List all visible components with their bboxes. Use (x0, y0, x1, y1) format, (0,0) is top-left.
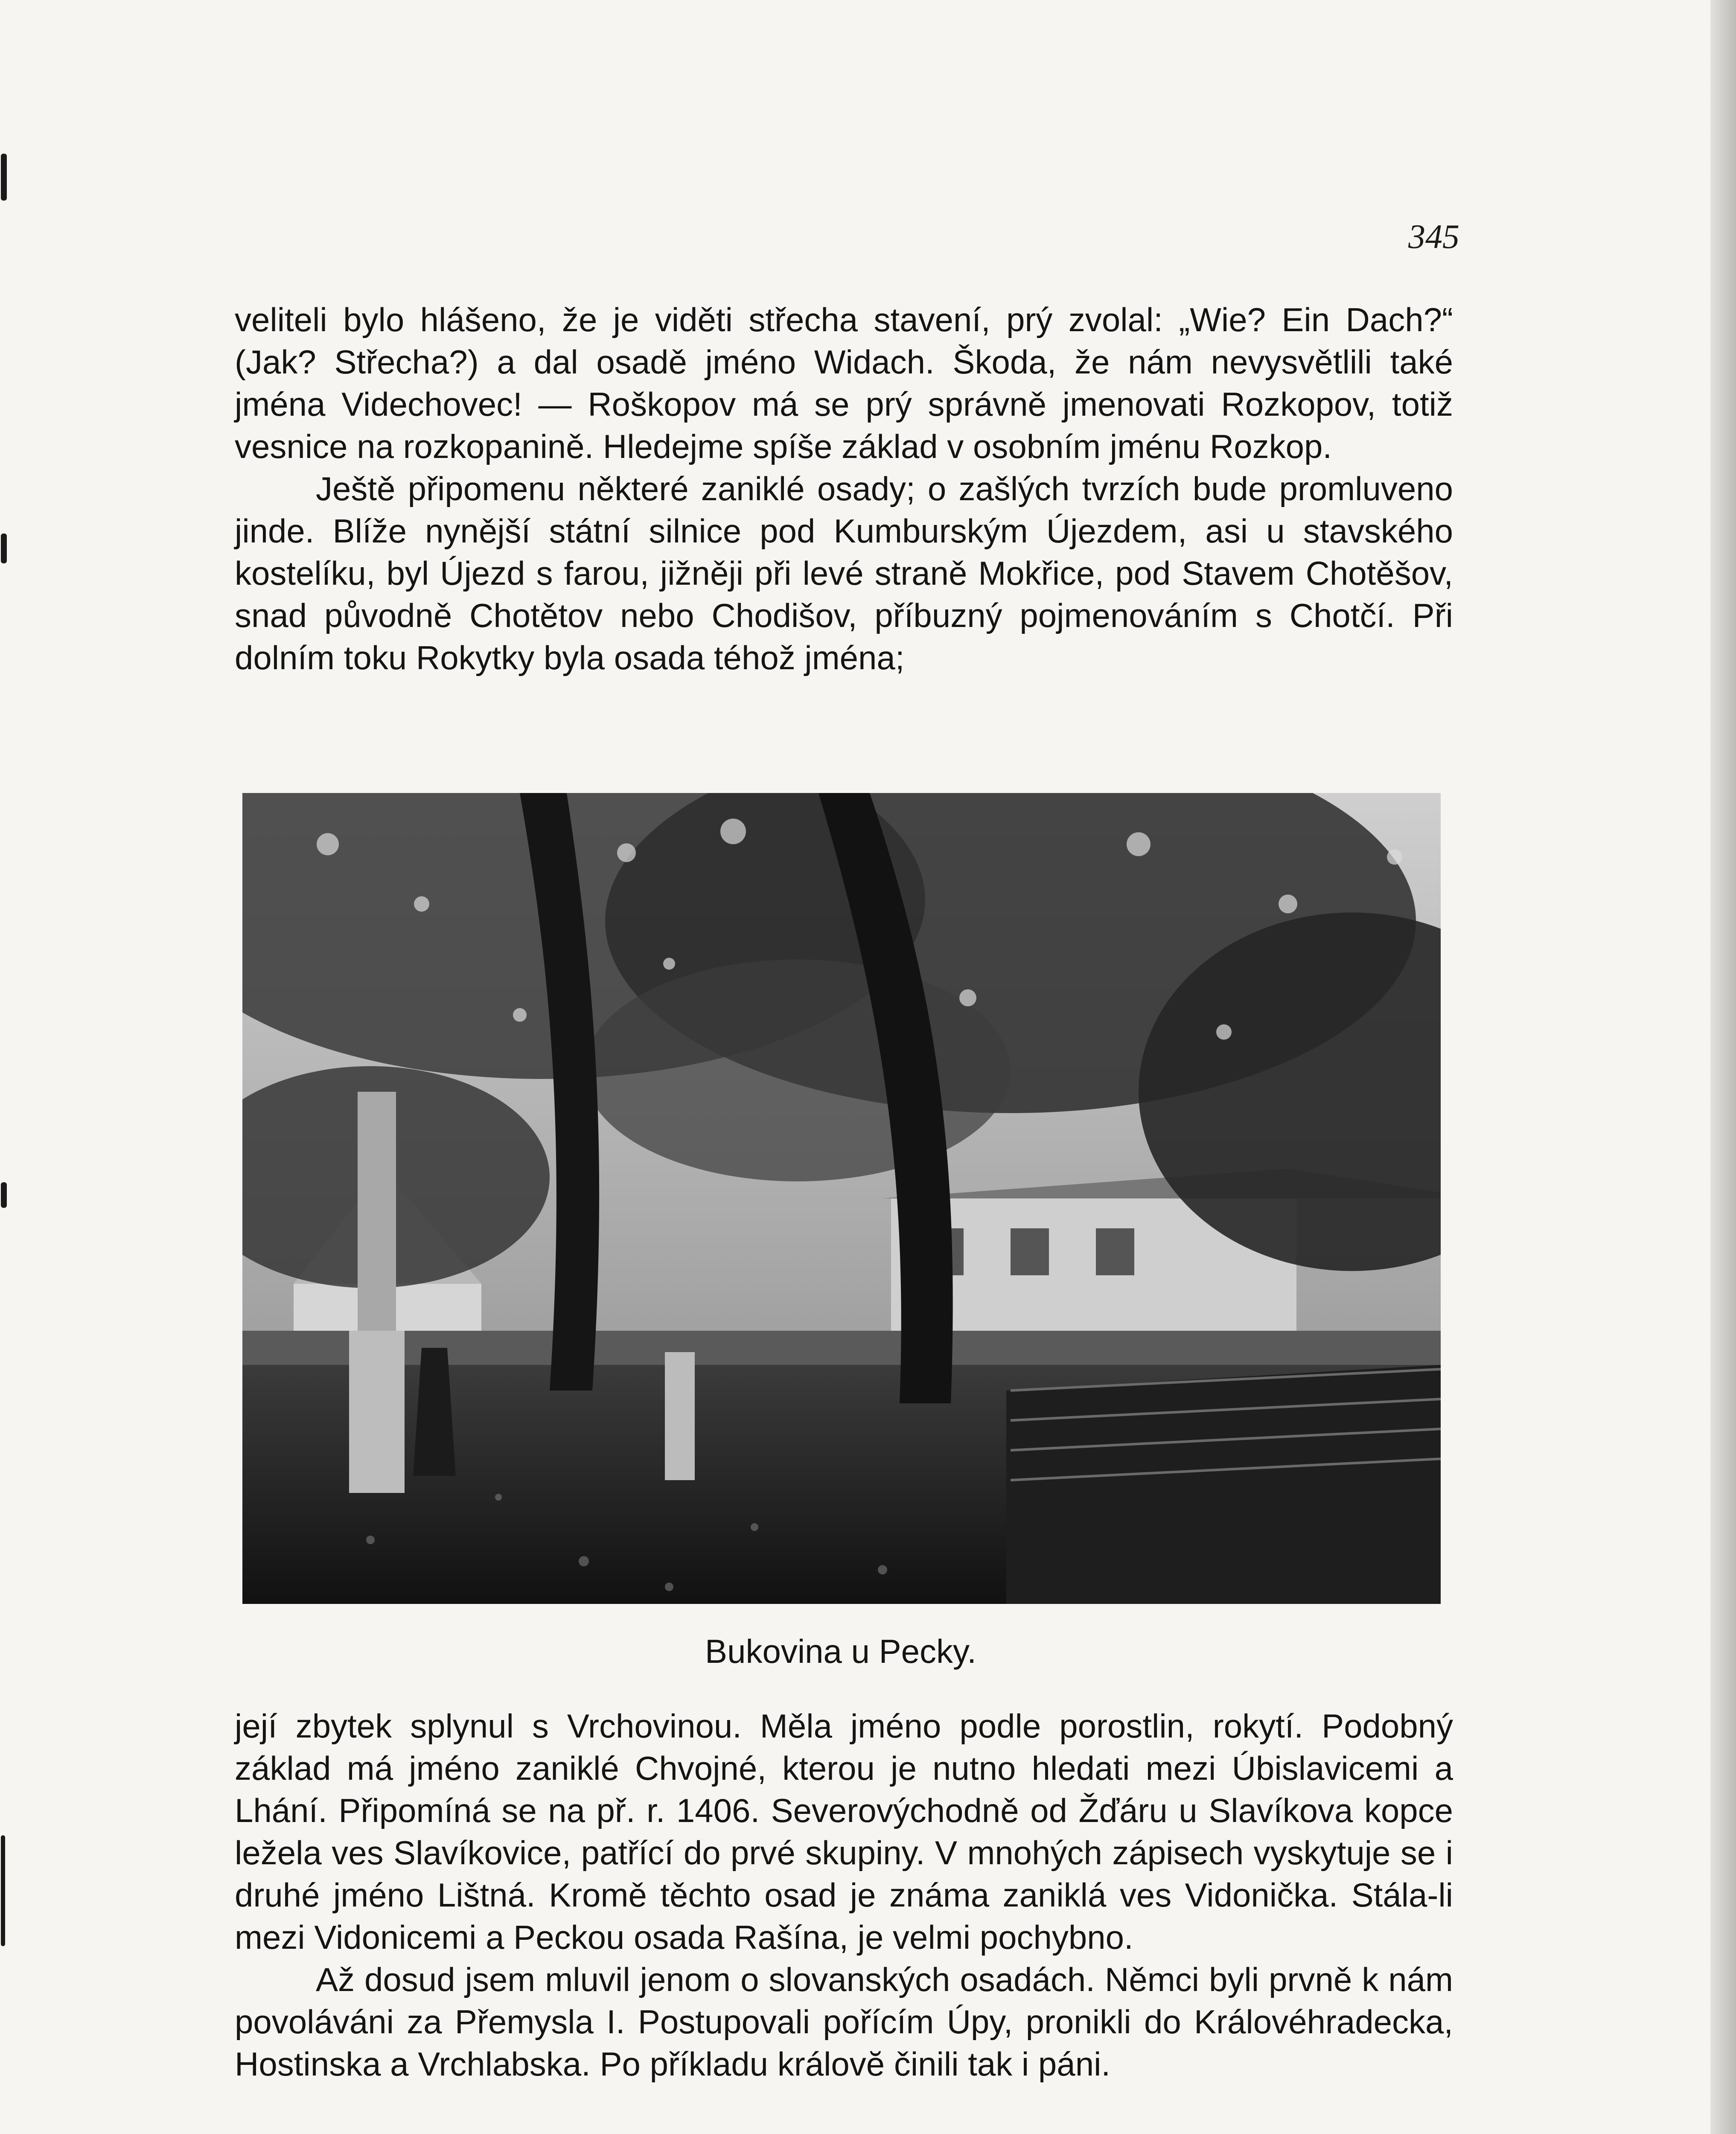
paragraph: její zbytek splynul s Vrchovinou. Měla jméno podle porostlin, rokytí. Podobný základ má jméno zaniklé Chvojné, kterou je nutno hledati mezi Úbislavicemi a Lhání. Připomíná se na př. r. 1406. Severovýchodně od Žďáru u Slavíkova kopce ležela ves Slavíkovice, patřící do prvé skupiny. V mnohých zápisech vyskytuje se i druhé jméno Lištná. Kromě těchto osad je známa zaniklá ves Vidonička. Stála-li mezi Vidonicemi a Peckou osada Rašína, je velmi pochybno. (235, 1707, 1453, 1956)
binding-mark (1, 1835, 5, 1946)
text-block-bottom (235, 1705, 1453, 2085)
page-number: 345 (1408, 218, 1459, 256)
binding-mark (1, 154, 7, 201)
photograph (242, 793, 1441, 1604)
paragraph: veliteli bylo hlášeno, že je viděti střecha stavení, prý zvolal: „Wie? Ein Dach?“ (Jak? Střecha?) a dal osadě jméno Widach. Škoda, že nám nevysvětlili také jména Videchovec! — Roškopov má se prý správně jmenovati Rozkopov, totiž vesnice na rozkopanině. Hledejme spíše základ v osobním jménu Rozkop. (235, 301, 1453, 465)
scan-page-edge (1710, 0, 1736, 2134)
binding-mark (1, 1182, 7, 1208)
text-block-top (235, 299, 1453, 679)
photograph-image (242, 793, 1441, 1604)
figure-caption: Bukovina u Pecky. (705, 1633, 976, 1670)
paragraph: Až dosud jsem mluvil jenom o slovanských osadách. Němci byli prvně k nám povoláváni za Přemysla I. Postupovali pořícím Úpy, pronikli do Královéhradecka, Hostinska a Vrchlabska. Po příkladu královĕ činili tak i páni. (235, 1961, 1453, 2083)
binding-mark (1, 534, 7, 563)
paragraph: Ještě připomenu některé zaniklé osady; o zašlých tvrzích bude promluveno jinde. Blíže nynější státní silnice pod Kumburským Újezdem, asi u stavského kostelíku, byl Újezd s farou, jižněji při levé straně Mokřice, pod Stavem Chotěšov, snad původně Chotětov nebo Chodišov, příbuzný pojmenováním s Chotčí. Při dolním toku Rokytky byla osada téhož jména; (235, 470, 1453, 676)
